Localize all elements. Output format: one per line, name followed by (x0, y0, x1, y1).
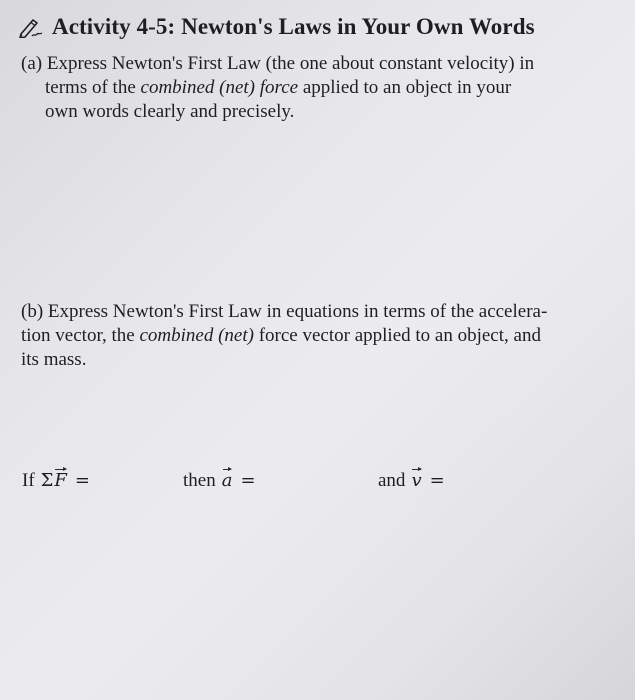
part-a-line-2: terms of the combined (net) force applied to an object in your (45, 77, 512, 98)
part-b-prompt (21, 300, 547, 372)
part-a-line-3: own words clearly and precisely. (45, 101, 295, 122)
equation-acceleration (183, 468, 256, 492)
part-a-line-1: (a) Express Newton's First Law (the one about constant velocity) in (21, 53, 535, 74)
emphasis-net-force: combined (net) force (140, 77, 299, 98)
equals-sign: = (240, 470, 256, 491)
equals-sign: = (429, 470, 445, 491)
pencil-writing-icon (18, 16, 44, 38)
acceleration-vector-symbol: a (221, 470, 233, 491)
equation-velocity (378, 468, 445, 492)
equation-net-force (22, 468, 90, 492)
if-label: If (22, 470, 35, 491)
and-label: and (378, 470, 406, 491)
force-vector-symbol: F (54, 470, 67, 491)
part-b-line-3: its mass. (21, 349, 87, 370)
activity-title: Activity 4-5: Newton's Laws in Your Own Words (52, 14, 535, 39)
activity-header (18, 14, 535, 40)
emphasis-combined-net: combined (net) (139, 325, 254, 346)
velocity-expression (411, 468, 444, 491)
equals-sign: = (74, 470, 90, 491)
acceleration-expression (222, 468, 256, 491)
velocity-vector-symbol: v (411, 470, 422, 491)
part-b-line-1: (b) Express Newton's First Law in equations in terms of the accelera- (21, 301, 548, 322)
sigma-symbol: Σ (40, 470, 54, 491)
part-b-line-2: tion vector, the combined (net) force vector applied to an object, and (21, 325, 541, 346)
part-a-prompt (21, 52, 534, 124)
net-force-expression (41, 468, 90, 491)
then-label: then (183, 470, 216, 491)
